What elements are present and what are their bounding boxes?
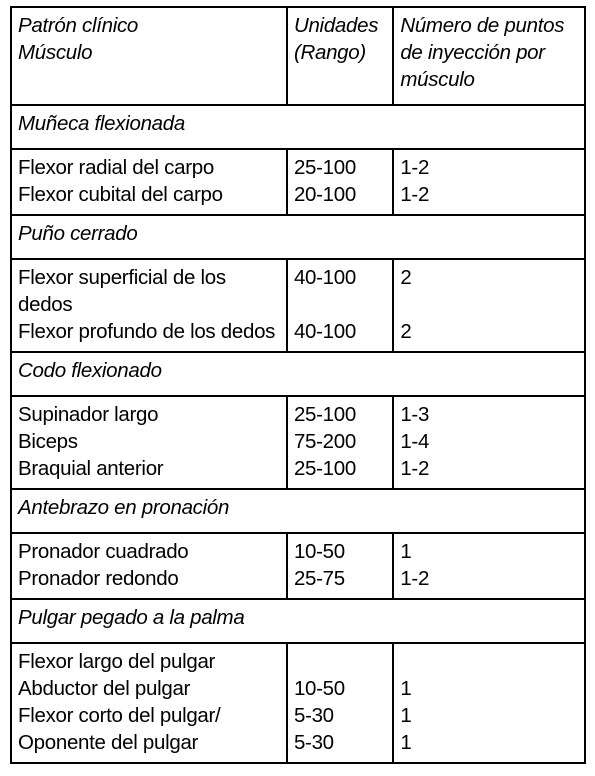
section-title-row	[11, 489, 585, 533]
muscle-name: Flexor radial del carpo	[18, 156, 214, 179]
points-value: 1-2	[400, 567, 430, 590]
units-cell	[287, 643, 393, 763]
points-value: 2	[400, 266, 412, 289]
units-value: 40-100	[293, 320, 356, 343]
dosage-table	[10, 6, 586, 764]
units-value: 5-30	[293, 731, 334, 754]
header-label: Músculo	[18, 41, 93, 64]
muscle-name: Pronador cuadrado	[18, 540, 189, 563]
units-cell	[287, 533, 393, 599]
points-cell	[393, 259, 585, 352]
header-units-range	[287, 7, 393, 105]
muscle-name: Pronador redondo	[18, 567, 179, 590]
points-value: 1	[400, 540, 412, 563]
muscle-name: Abductor del pulgar	[18, 677, 191, 700]
units-value: 20-100	[293, 183, 356, 206]
muscle-name: Braquial anterior	[18, 457, 164, 480]
muscle-name: Flexor profundo de los dedos	[18, 320, 276, 343]
units-value: 10-50	[293, 677, 345, 700]
points-value: 1	[400, 704, 412, 727]
spacer	[294, 648, 388, 675]
points-value: 1-4	[400, 430, 430, 453]
units-cell	[287, 396, 393, 489]
section-body-row	[11, 643, 585, 763]
units-cell	[287, 259, 393, 352]
units-value: 25-100	[293, 403, 356, 426]
section-title: Pulgar pegado a la palma	[11, 599, 585, 643]
header-row	[11, 7, 585, 105]
section-title: Muñeca flexionada	[11, 105, 585, 149]
section-title: Codo flexionado	[11, 352, 585, 396]
muscle-name: Biceps	[18, 430, 78, 453]
header-label: (Rango)	[293, 41, 366, 64]
points-value: 1-2	[400, 183, 430, 206]
units-value: 5-30	[293, 704, 334, 727]
section-title-row	[11, 599, 585, 643]
points-value: 1-2	[400, 156, 430, 179]
units-value: 10-50	[293, 540, 345, 563]
header-label: músculo	[400, 68, 475, 91]
muscle-cell	[11, 643, 287, 763]
muscle-name: Supinador largo	[18, 403, 159, 426]
section-title: Antebrazo en pronación	[11, 489, 585, 533]
muscle-name: Flexor largo del pulgar	[18, 650, 216, 673]
section-body-row	[11, 533, 585, 599]
points-value: 1	[400, 731, 412, 754]
header-label: Unidades	[293, 14, 379, 37]
spacer	[400, 648, 580, 675]
header-label: de inyección por	[400, 41, 545, 64]
units-value: 25-75	[293, 567, 345, 590]
section-body-row	[11, 149, 585, 215]
muscle-name: Flexor corto del pulgar/	[18, 704, 221, 727]
section-title-row	[11, 105, 585, 149]
units-value: 25-100	[293, 457, 356, 480]
section-body-row	[11, 259, 585, 352]
units-value: 40-100	[293, 266, 356, 289]
points-value: 1-3	[400, 403, 430, 426]
units-value: 75-200	[293, 430, 356, 453]
muscle-cell	[11, 149, 287, 215]
header-injection-points	[393, 7, 585, 105]
spacer	[400, 291, 580, 318]
section-title: Puño cerrado	[11, 215, 585, 259]
section-body-row	[11, 396, 585, 489]
points-value: 1-2	[400, 457, 430, 480]
points-value: 2	[400, 320, 412, 343]
points-cell	[393, 396, 585, 489]
header-label: Patrón clínico	[18, 14, 139, 37]
points-cell	[393, 533, 585, 599]
units-cell	[287, 149, 393, 215]
muscle-cell	[11, 259, 287, 352]
section-title-row	[11, 352, 585, 396]
header-pattern-muscle	[11, 7, 287, 105]
points-value: 1	[400, 677, 412, 700]
muscle-cell	[11, 396, 287, 489]
muscle-name: Flexor cubital del carpo	[18, 183, 223, 206]
section-title-row	[11, 215, 585, 259]
muscle-cell	[11, 533, 287, 599]
units-value: 25-100	[293, 156, 356, 179]
spacer	[294, 291, 388, 318]
header-label: Número de puntos	[400, 14, 565, 37]
points-cell	[393, 643, 585, 763]
points-cell	[393, 149, 585, 215]
muscle-name: Oponente del pulgar	[18, 731, 199, 754]
muscle-name: Flexor superficial de los dedos	[18, 266, 226, 316]
